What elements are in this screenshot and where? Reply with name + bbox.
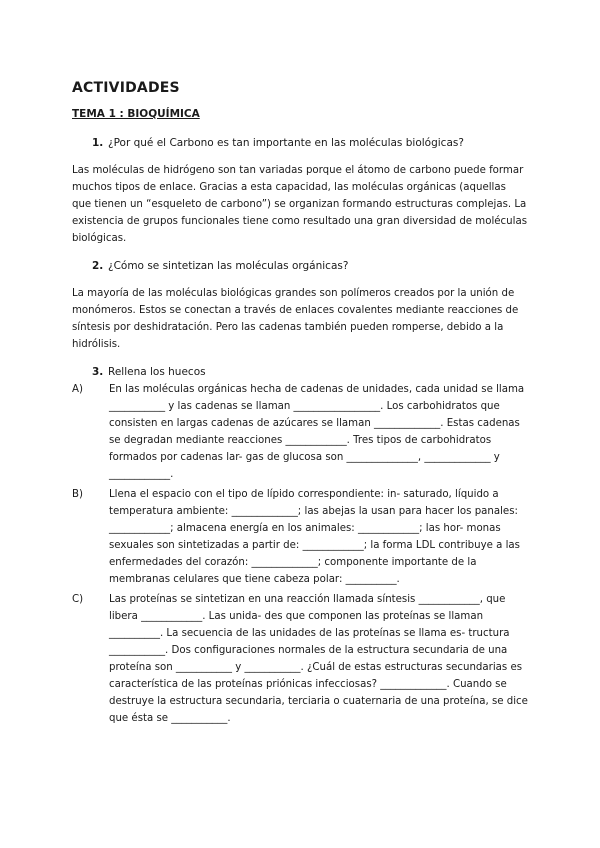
question-number: 2. <box>92 260 104 272</box>
item-label: A) <box>72 384 83 395</box>
topic-heading: TEMA 1 : BIOQUÍMICA <box>72 108 200 120</box>
answer-1: Las moléculas de hidrógeno son tan variadas porque el átomo de carbono puede formar muchos tipos de enlace. Gracias a esta capacidad, las moléculas orgánicas (aquellas que tienen un “esqueleto de carbono”) se organizan formando estructuras complejas. La existencia de grupos funcionales tiene como resultado una gran diversidad de moléculas biológicas. <box>72 165 527 244</box>
question-text: ¿Por qué el Carbono es tan importante en las moléculas biológicas? <box>108 137 464 149</box>
fill-item-c <box>72 591 528 727</box>
item-label: B) <box>72 489 83 500</box>
question-number: 3. <box>92 366 104 378</box>
document-page <box>72 80 528 730</box>
fill-item-a <box>72 381 528 483</box>
item-text: Llena el espacio con el tipo de lípido correspondiente: in- saturado, líquido a temperatura ambiente: _____________; las abejas la usan para hacer los panales: ____________; almacena energía en los animales: ____________; las hor- monas sexuales son sintetizadas a partir de: ____________; la forma LDL contribuye a las enfermedades del corazón: _____________; componente importante de la membranas celulares que tiene cabeza polar: __________. <box>109 489 520 585</box>
answer-2: La mayoría de las moléculas biológicas grandes son polímeros creados por la unión de monómeros. Estos se conectan a través de enlaces covalentes mediante reacciones de síntesis por deshidratación. Pero las cadenas también pueden romperse, debido a la hidrólisis. <box>72 288 519 350</box>
question-text: Rellena los huecos <box>108 366 206 378</box>
question-1 <box>92 136 528 150</box>
item-label: C) <box>72 594 84 605</box>
question-number: 1. <box>92 137 104 149</box>
item-text: Las proteínas se sintetizan en una reacción llamada síntesis ____________, que libera ____________. Las unida- des que componen las proteínas se llaman __________. La secuencia de las unidades de las proteínas se llama es- tructura ___________. Dos configuraciones normales de la estructura secundaria de una proteína son ___________ y ___________. ¿Cuál de estas estructuras secundarias es característica de las proteínas priónicas infecciosas? _____________. Cuando se destruye la estructura secundaria, terciaria o cuaternaria de una proteína, se dice que ésta se ___________. <box>109 594 528 724</box>
page-title: ACTIVIDADES <box>72 80 180 96</box>
question-2 <box>92 259 528 273</box>
fill-item-b <box>72 486 528 588</box>
item-text: En las moléculas orgánicas hecha de cadenas de unidades, cada unidad se llama ___________ y las cadenas se llaman _________________. Los carbohidratos que consisten en largas cadenas de azúcares se llaman _____________. Estas cadenas se degradan mediante reacciones ____________. Tres tipos de carbohidratos formados por cadenas lar- gas de glucosa son ______________, _____________ y ____________. <box>109 384 525 480</box>
question-3 <box>92 365 528 379</box>
question-text: ¿Cómo se sintetizan las moléculas orgánicas? <box>108 260 349 272</box>
